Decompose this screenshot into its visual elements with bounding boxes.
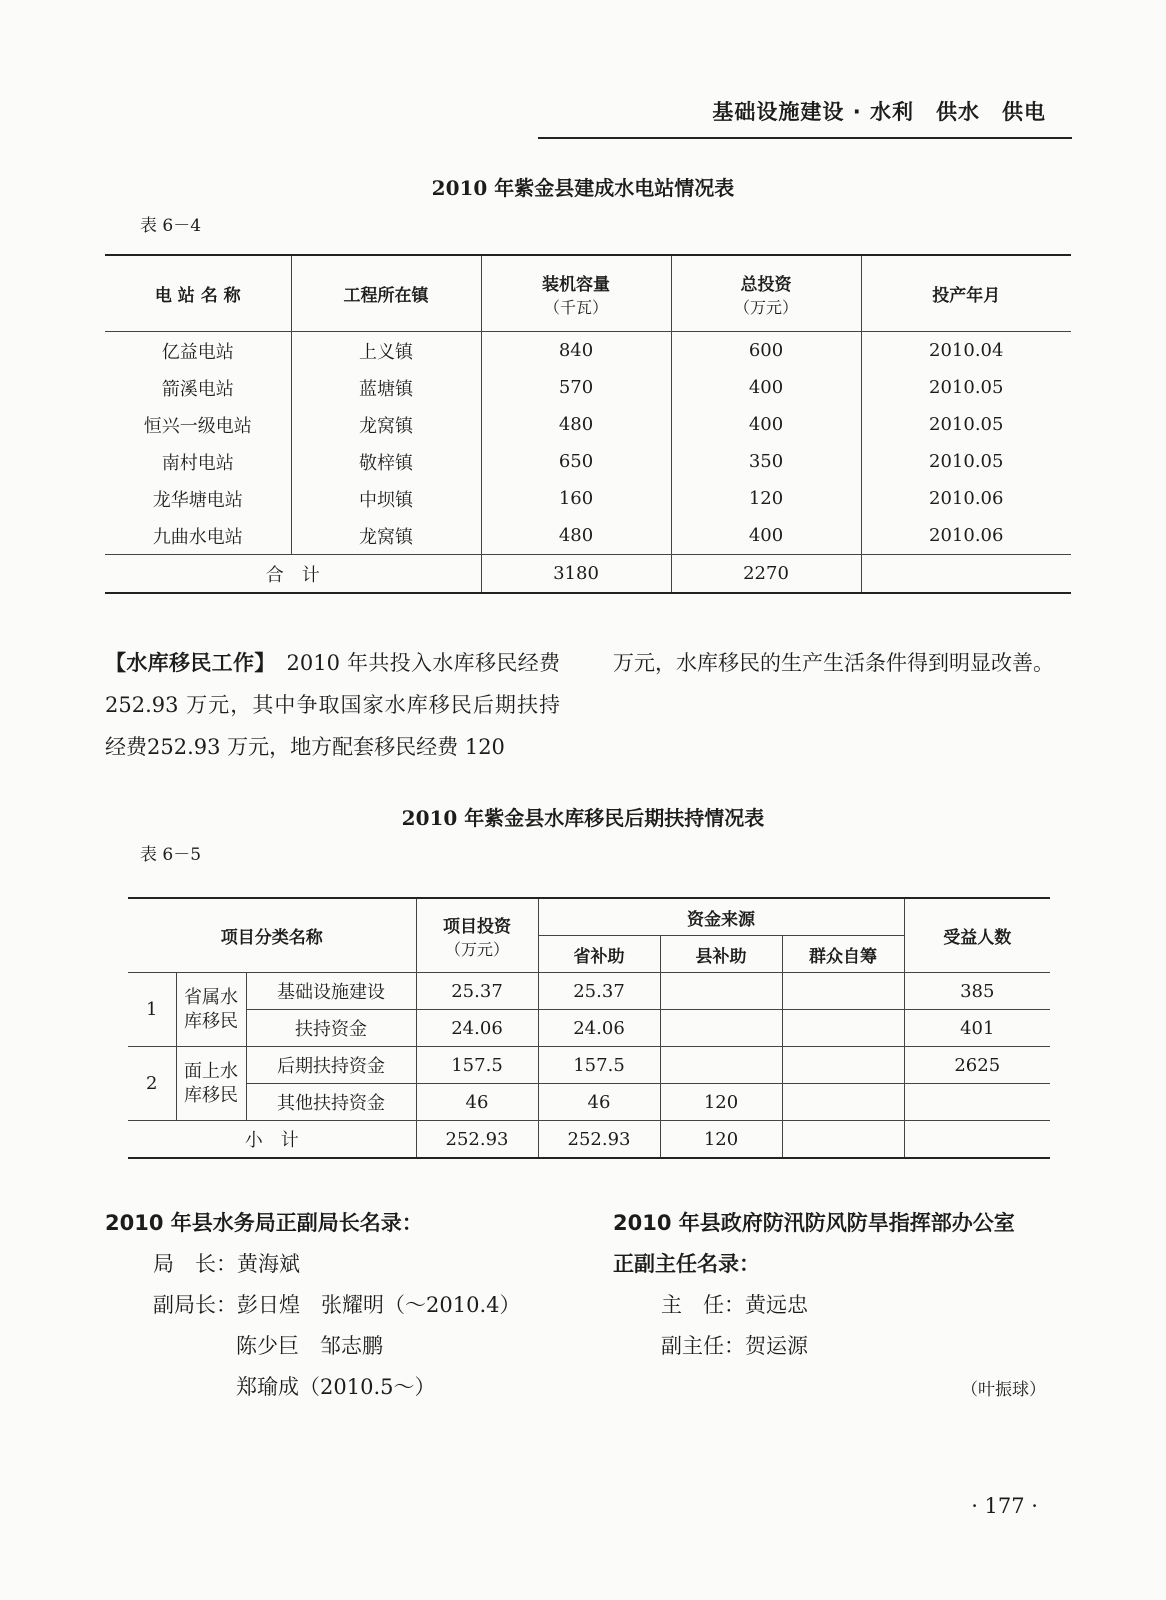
table-header-row	[128, 898, 1050, 936]
table-cell: 400	[671, 517, 861, 555]
table-cell: 385	[904, 973, 1050, 1010]
table-6-4-title: 2010 年紫金县建成水电站情况表	[431, 176, 735, 200]
author-credit: （叶振球）	[961, 1380, 1046, 1400]
table-6-5-title: 2010 年紫金县水库移民后期扶持情况表	[401, 806, 765, 830]
table-cell: 480	[481, 406, 671, 443]
paragraph-left-column	[105, 642, 560, 768]
table-row	[105, 369, 1071, 406]
table-cell: 龙华塘电站	[152, 489, 243, 511]
table-row	[128, 1047, 1050, 1084]
table-row	[128, 1010, 1050, 1047]
table-cell: 蓝塘镇	[291, 369, 481, 406]
table-row	[105, 406, 1071, 443]
table-cell	[782, 1121, 904, 1159]
table-cell: 46	[416, 1084, 538, 1121]
table-cell	[904, 1121, 1050, 1159]
table-cell: 恒兴一级电站	[143, 415, 252, 437]
table-cell: 46	[538, 1084, 660, 1121]
column-header: 项目投资 （万元）	[416, 898, 538, 973]
table-cell: 401	[904, 1010, 1050, 1047]
total-capacity: 3180	[481, 555, 671, 594]
table-cell: 480	[481, 517, 671, 555]
paragraph-right-column: 万元，水库移民的生产生活条件得到明显改善。	[613, 651, 1054, 675]
table-cell: 252.93	[416, 1121, 538, 1159]
column-header: 项目分类名称	[128, 898, 416, 973]
table-cell: 南村电站	[161, 452, 234, 474]
group-name: 省属水库移民	[176, 973, 246, 1047]
table-cell: 龙窝镇	[291, 406, 481, 443]
header-rule	[538, 137, 1072, 139]
table-cell: 中坝镇	[291, 480, 481, 517]
deputy-line: 副局长：彭日煌 张耀明（～2010.4）	[153, 1293, 521, 1317]
table-cell: 600	[671, 332, 861, 370]
table-cell: 570	[481, 369, 671, 406]
deputy-line: 陈少巨 邹志鹏	[236, 1334, 383, 1358]
table-cell	[660, 973, 782, 1010]
table-cell: 上义镇	[291, 332, 481, 370]
column-header: 装机容量 （千瓦）	[481, 255, 671, 332]
paragraph-lead: 【水库移民工作】	[105, 651, 266, 675]
table-cell: 其他扶持资金	[246, 1084, 416, 1121]
table-cell: 2625	[904, 1047, 1050, 1084]
table-cell: 2010.06	[861, 517, 1071, 555]
table-cell: 400	[671, 369, 861, 406]
table-row	[128, 973, 1050, 1010]
table-cell: 120	[660, 1121, 782, 1159]
group-number: 2	[128, 1047, 176, 1121]
group-number: 1	[128, 973, 176, 1047]
table-cell: 2010.06	[861, 480, 1071, 517]
table-cell	[660, 1010, 782, 1047]
column-header: 省补助	[538, 936, 660, 973]
total-investment: 2270	[671, 555, 861, 594]
column-header: 县补助	[660, 936, 782, 973]
table-cell	[904, 1084, 1050, 1121]
table-cell: 2010.05	[861, 369, 1071, 406]
table-cell: 350	[671, 443, 861, 480]
table-cell: 25.37	[538, 973, 660, 1010]
table-cell	[782, 1010, 904, 1047]
table-cell: 龙窝镇	[291, 517, 481, 555]
column-header: 资金来源	[538, 898, 904, 936]
table-cell: 840	[481, 332, 671, 370]
table-cell: 24.06	[538, 1010, 660, 1047]
table-row	[128, 1084, 1050, 1121]
table-cell: 2010.04	[861, 332, 1071, 370]
table-cell: 亿益电站	[161, 341, 234, 363]
table-cell	[782, 1084, 904, 1121]
water-bureau-title: 2010 年县水务局正副局长名录：	[105, 1211, 423, 1235]
table-6-5	[128, 897, 1050, 1159]
table-cell	[782, 973, 904, 1010]
table-cell: 扶持资金	[246, 1010, 416, 1047]
director-line: 局 长：黄海斌	[153, 1252, 300, 1276]
total-row	[105, 555, 1071, 594]
table-cell: 650	[481, 443, 671, 480]
total-label: 合 计	[105, 555, 481, 594]
table-cell	[782, 1047, 904, 1084]
subtotal-row	[128, 1121, 1050, 1159]
flood-office-title: 正副主任名录：	[613, 1252, 760, 1276]
running-header: 基础设施建设 · 水利 供水 供电	[712, 100, 1046, 124]
table-cell: 敬梓镇	[291, 443, 481, 480]
table-header-row	[105, 255, 1071, 332]
table-cell: 252.93	[538, 1121, 660, 1159]
table-cell: 120	[671, 480, 861, 517]
page-number: · 177 ·	[971, 1494, 1038, 1518]
table-cell: 箭溪电站	[161, 378, 234, 400]
subtotal-label: 小 计	[128, 1121, 416, 1159]
total-date	[861, 555, 1071, 594]
column-header: 总投资 （万元）	[671, 255, 861, 332]
table-cell: 九曲水电站	[152, 526, 243, 548]
table-cell: 后期扶持资金	[246, 1047, 416, 1084]
table-cell: 400	[671, 406, 861, 443]
director-line: 主 任：黄远忠	[661, 1293, 808, 1317]
table-row	[105, 517, 1071, 555]
group-name: 面上水库移民	[176, 1047, 246, 1121]
column-header: 受益人数	[904, 898, 1050, 973]
table-cell: 基础设施建设	[246, 973, 416, 1010]
table-cell: 157.5	[538, 1047, 660, 1084]
column-header: 投产年月	[861, 255, 1071, 332]
table-cell: 120	[660, 1084, 782, 1121]
table-cell: 157.5	[416, 1047, 538, 1084]
water-bureau-list	[105, 1203, 575, 1408]
flood-office-title: 2010 年县政府防汛防风防旱指挥部办公室	[613, 1211, 1015, 1235]
column-header: 电 站 名 称	[105, 255, 291, 332]
table-6-4-label: 表 6－4	[140, 216, 202, 236]
table-cell	[660, 1047, 782, 1084]
table-row	[105, 480, 1071, 517]
deputy-line: 副主任：贺运源	[661, 1334, 808, 1358]
paragraph-text: 2010 年共投入水库移民经费252.93 万元，其中争取国家水库移民后期扶持经费252.93 万元，地方配套移民经费 120	[105, 651, 561, 759]
flood-office-list	[613, 1203, 1083, 1367]
table-cell: 160	[481, 480, 671, 517]
column-header: 群众自筹	[782, 936, 904, 973]
table-cell: 24.06	[416, 1010, 538, 1047]
deputy-line: 郑瑜成（2010.5～）	[236, 1375, 436, 1399]
table-6-5-label: 表 6－5	[140, 845, 202, 865]
table-cell: 2010.05	[861, 406, 1071, 443]
table-cell: 25.37	[416, 973, 538, 1010]
table-row	[105, 332, 1071, 370]
table-6-4	[105, 254, 1071, 594]
table-row	[105, 443, 1071, 480]
table-cell: 2010.05	[861, 443, 1071, 480]
column-header: 工程所在镇	[291, 255, 481, 332]
